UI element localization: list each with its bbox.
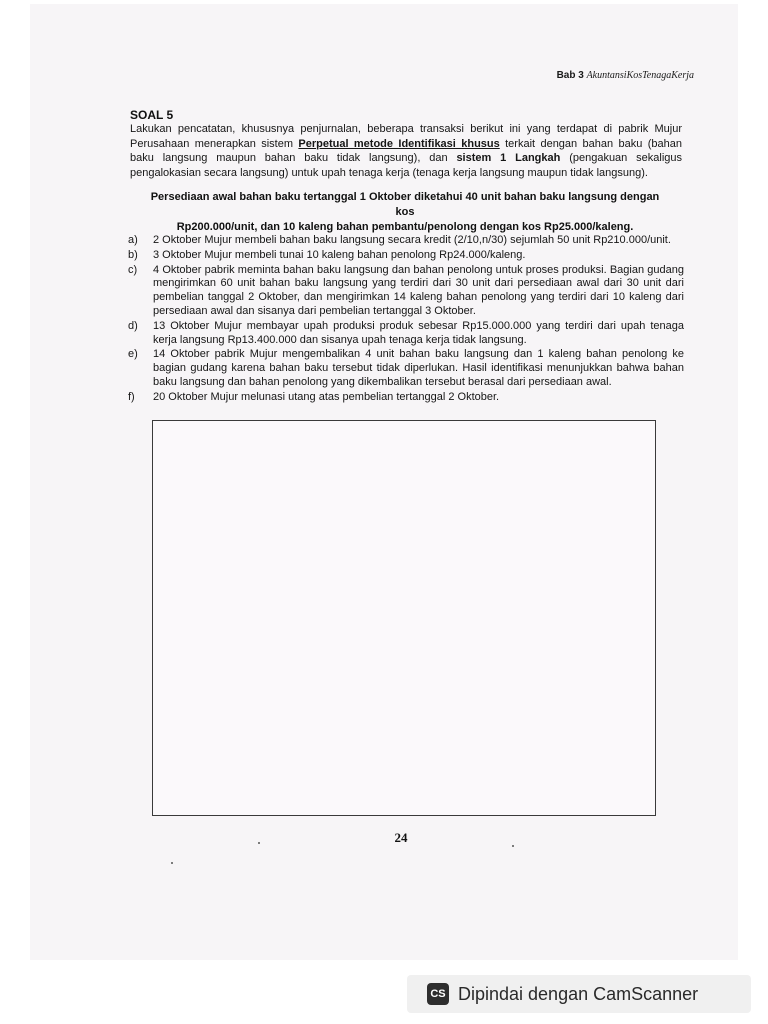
transaction-item: [128, 234, 684, 248]
beginning-inventory-note: [140, 190, 670, 235]
watermark-text: Dipindai dengan CamScanner: [458, 983, 699, 1004]
instructions-text-2: terkait dengan bahan baku (bahan baku langsung maupun bahan baku tidak langsung), dan: [130, 137, 682, 164]
transaction-item: [128, 249, 684, 263]
chapter-number: Bab 3: [556, 70, 584, 81]
item-text: 14 Oktober pabrik Mujur mengembalikan 4 unit bahan baku langsung dan 1 kaleng bahan penolong ke bagian gudang karena bahan baku tersebut tidak diperlukan. Hasil identifikasi menunjukkan bahwa bahan baku langsung dan bahan penolong yang dikembalikan tersebut berasal dari persediaan awal.: [153, 348, 684, 388]
exercise-title: SOAL 5: [130, 108, 174, 122]
transaction-list: [128, 234, 684, 406]
item-text: 2 Oktober Mujur membeli bahan baku langsung secara kredit (2/10,n/30) sejumlah 50 unit Rp210.000/unit.: [153, 234, 671, 246]
transaction-item: [128, 264, 684, 319]
camscanner-watermark: [407, 975, 751, 1013]
inventory-line-1: Persediaan awal bahan baku tertanggal 1 Oktober diketahui 40 unit bahan baku langsung dengan kos: [150, 191, 660, 218]
instructions-text-1: Lakukan pencatatan, khususnya penjurnalan, beberapa transaksi berikut ini yang terdapat di pabrik Mujur Perusahaan menerapkan sistem: [130, 123, 682, 150]
camscanner-logo-icon: CS: [427, 983, 449, 1005]
item-text: 4 Oktober pabrik meminta bahan baku langsung dan bahan penolong untuk proses produksi. Bagian gudang mengirimkan 60 unit bahan baku langsung yang terdiri dari 30 unit dari persediaan awal dari 30 unit dari pembelian tanggal 2 Oktober, dan mengirimkan 14 kaleng bahan penolong yang terdiri dari 10 kaleng dari persediaan awal dan sisanya dari pembelian tertanggal 3 Oktober.: [153, 263, 684, 317]
answer-box: [152, 420, 656, 816]
scan-speck: [171, 862, 173, 864]
item-text: 20 Oktober Mujur melunasi utang atas pembelian tertanggal 2 Oktober.: [153, 390, 500, 403]
item-marker: a): [128, 234, 138, 246]
item-marker: c): [128, 263, 138, 276]
system-name: sistem 1 Langkah: [456, 152, 561, 164]
inventory-line-2: Rp200.000/unit, dan 10 kaleng bahan pembantu/penolong dengan kos Rp25.000/kaleng.: [176, 221, 634, 233]
transaction-item: [128, 391, 684, 405]
exercise-instructions: [130, 122, 682, 180]
chapter-title: AkuntansiKosTenagaKerja: [586, 70, 694, 81]
chapter-header: [557, 70, 694, 81]
item-marker: b): [128, 248, 138, 261]
item-text: 3 Oktober Mujur membeli tunai 10 kaleng bahan penolong Rp24.000/kaleng.: [153, 248, 526, 261]
transaction-item: [128, 320, 684, 348]
item-marker: d): [128, 319, 138, 332]
scan-speck: [258, 842, 260, 844]
page-number: 24: [394, 830, 408, 845]
item-marker: f): [128, 390, 135, 403]
scan-speck: [512, 845, 514, 847]
instructions-text-3: (pengakuan sekaligus pengalokasian secara langsung) untuk upah tenaga kerja (tenaga kerja langsung maupun tidak langsung).: [130, 152, 682, 179]
method-name: Perpetual metode Identifikasi khusus: [298, 137, 500, 150]
transaction-item: [128, 348, 684, 389]
item-marker: e): [128, 348, 138, 361]
item-text: 13 Oktober Mujur membayar upah produksi produk sebesar Rp15.000.000 yang terdiri dari upah tenaga kerja langsung Rp13.400.000 dan sisanya upah tenaga kerja tidak langsung.: [153, 319, 684, 346]
